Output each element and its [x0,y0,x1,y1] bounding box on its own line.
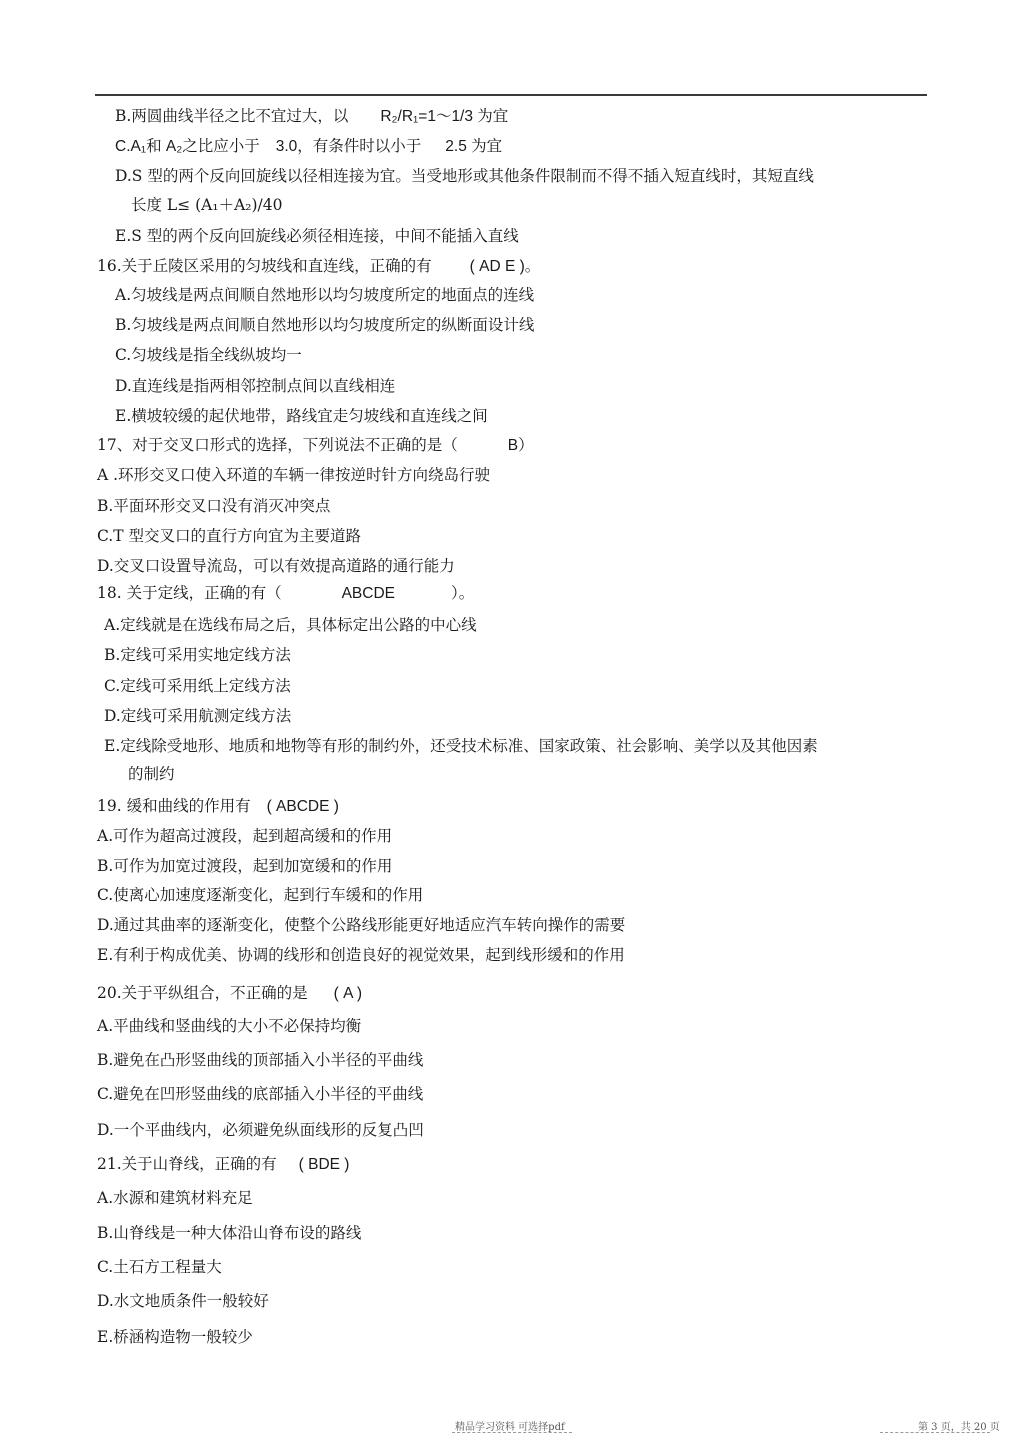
question-18 [97,583,474,604]
answer: ( BDE ) [298,1156,350,1173]
q20-option-a: A.平曲线和竖曲线的大小不必保持均衡 [97,1017,362,1035]
question-20 [97,983,362,1004]
answer: ABCDE [341,585,395,602]
text: 3.0，有条件时以小于 [275,138,422,155]
footer-center-text: 精品学习资料 可选择pdf [455,1422,565,1433]
q19-option-b: B.可作为加宽过渡段，起到加宽缓和的作用 [97,857,393,875]
q20-option-c: C.避免在凹形竖曲线的底部插入小半径的平曲线 [97,1085,424,1103]
text: 18. 关于定线，正确的有（ [97,584,282,602]
footer-right-dashes [880,1432,990,1433]
text: C.A₁和 A₂之比应小于 [115,138,260,155]
text: B.两圆曲线半径之比不宜过大，以 [115,107,349,125]
answer: ( A ) [333,985,363,1002]
q19-option-c: C.使离心加速度逐渐变化，起到行车缓和的作用 [97,886,424,904]
question-21 [97,1154,349,1175]
answer: B） [507,437,534,454]
q15-option-e: E.S 型的两个反向回旋线必须径相连接，中间不能插入直线 [115,227,519,245]
q18-option-e: E.定线除受地形、地质和地物等有形的制约外，还受技术标准、国家政策、社会影响、美学以及其他因素 [104,737,818,755]
answer: ( ABCDE ) [266,798,339,815]
q18-option-a: A.定线就是在选线布局之后，具体标定出公路的中心线 [104,616,477,634]
q21-option-b: B.山脊线是一种大体沿山脊布设的路线 [97,1224,362,1242]
q15-option-d-cont: 长度 L≤ (A₁＋A₂)/40 [131,196,283,214]
q17-option-b: B.平面环形交叉口没有消灭冲突点 [97,497,331,515]
q16-option-e: E.横坡较缓的起伏地带，路线宜走匀坡线和直连线之间 [115,407,488,425]
q21-option-d: D.水文地质条件一般较好 [97,1292,269,1310]
text: 19. 缓和曲线的作用有 [97,797,251,815]
q21-option-e: E.桥涵构造物一般较少 [97,1328,253,1346]
q18-option-d: D.定线可采用航测定线方法 [104,707,292,725]
q21-option-a: A.水源和建筑材料充足 [97,1189,253,1207]
q15-option-d: D.S 型的两个反向回旋线以径相连接为宜。当受地形或其他条件限制而不得不插入短直线时，其短直线 [115,167,814,185]
q16-option-b: B.匀坡线是两点间顺自然地形以均匀坡度所定的纵断面设计线 [115,316,535,334]
question-19 [97,796,339,817]
question-17 [97,435,534,456]
q19-option-e: E.有利于构成优美、协调的线形和创造良好的视觉效果，起到线形缓和的作用 [97,946,625,964]
q15-option-b [115,106,508,127]
text: 16.关于丘陵区采用的匀坡线和直连线，正确的有 [97,257,432,275]
text: 2.5 为宜 [445,138,503,155]
text: ）。 [450,584,475,602]
text: 17、对于交叉口形式的选择，下列说法不正确的是（ [97,436,458,454]
q17-option-d: D.交叉口设置导流岛，可以有效提高道路的通行能力 [97,557,455,575]
q19-option-d: D.通过其曲率的逐渐变化，使整个公路线形能更好地适应汽车转向操作的需要 [97,916,626,934]
q16-option-d: D.直连线是指两相邻控制点间以直线相连 [115,377,396,395]
text: 20.关于平纵组合，不正确的是 [97,984,308,1002]
header-rule [95,94,927,96]
q21-option-c: C.土石方工程量大 [97,1258,222,1276]
footer-center-dashes [452,1432,572,1433]
q18-option-c: C.定线可采用纸上定线方法 [104,677,291,695]
q17-option-c: C.T 型交叉口的直行方向宜为主要道路 [97,527,362,545]
q18-option-b: B.定线可采用实地定线方法 [104,646,291,664]
q20-option-b: B.避免在凸形竖曲线的顶部插入小半径的平曲线 [97,1051,424,1069]
text: R₂/R₁=1～1/3 为宜 [380,108,509,125]
footer-page-number: 第 3 页，共 20 页 [918,1422,1000,1433]
q20-option-d: D.一个平曲线内，必须避免纵面线形的反复凸凹 [97,1121,424,1139]
q19-option-a: A.可作为超高过渡段，起到超高缓和的作用 [97,827,393,845]
text: 21.关于山脊线，正确的有 [97,1155,277,1173]
q16-option-a: A.匀坡线是两点间顺自然地形以均匀坡度所定的地面点的连线 [115,286,535,304]
q16-option-c: C.匀坡线是指全线纵坡均一 [115,346,302,364]
q17-option-a: A .环形交叉口使入环道的车辆一律按逆时针方向绕岛行驶 [97,466,491,484]
question-16 [97,256,540,277]
answer: ( AD E )。 [469,258,541,275]
q18-option-e-cont: 的制约 [128,765,175,783]
q15-option-c [115,136,502,157]
